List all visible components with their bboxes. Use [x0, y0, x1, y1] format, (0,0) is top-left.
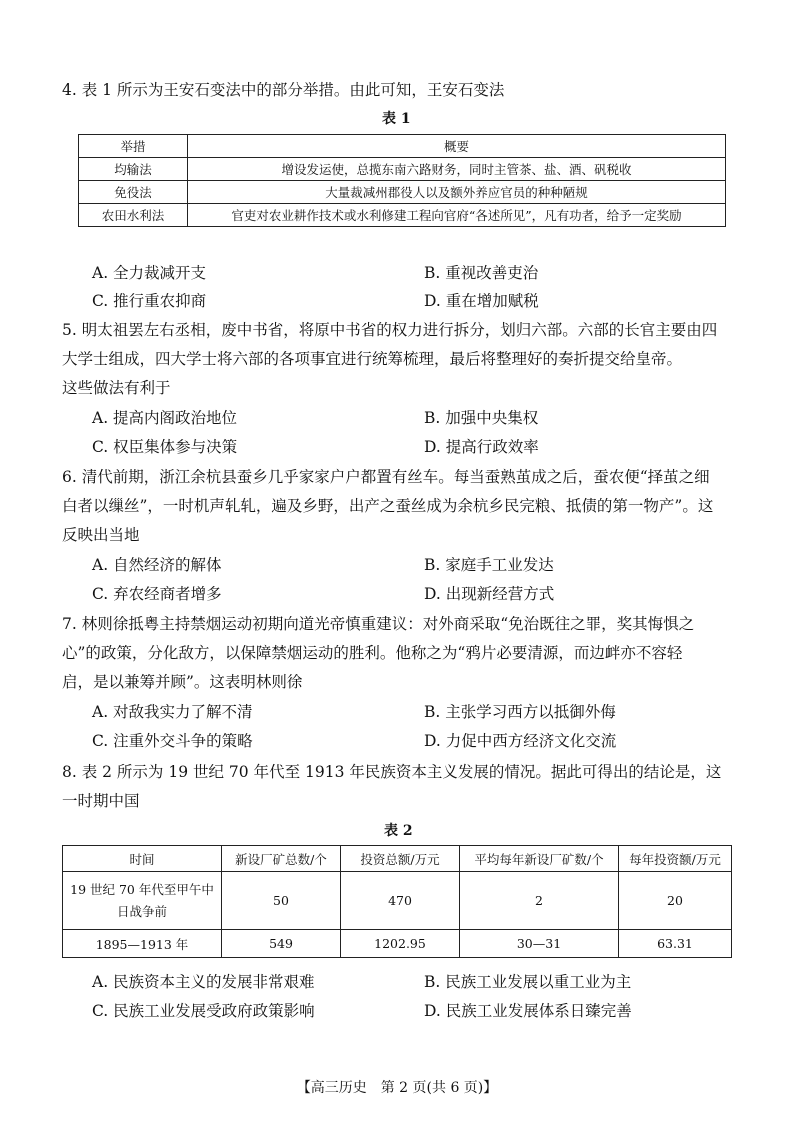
table-cell: 均输法	[79, 158, 188, 181]
q8-option-b: B. 民族工业发展以重工业为主	[424, 973, 632, 991]
table-header-cell: 时间	[63, 846, 222, 872]
table1-title: 表 1	[382, 111, 411, 127]
table-cell: 470	[341, 872, 460, 930]
table-cell: 农田水利法	[79, 204, 188, 227]
table-cell: 19 世纪 70 年代至甲午中日战争前	[63, 872, 222, 930]
q7-line-3: 启，是以兼筹并顾”。这表明林则徐	[62, 673, 303, 691]
q6-line-3: 反映出当地	[62, 526, 140, 544]
table-cell: 2	[460, 872, 619, 930]
q7-option-c: C. 注重外交斗争的策略	[92, 732, 253, 750]
table-cell: 50	[222, 872, 341, 930]
q7-option-d: D. 力促中西方经济文化交流	[424, 732, 617, 750]
q4-option-a: A. 全力裁减开支	[92, 264, 207, 282]
q5-option-c: C. 权臣集体参与决策	[92, 438, 238, 456]
q8-option-d: D. 民族工业发展体系日臻完善	[424, 1002, 632, 1020]
table-cell: 30—31	[460, 930, 619, 958]
q5-line-1: 5. 明太祖罢左右丞相，废中书省，将原中书省的权力进行拆分，划归六部。六部的长官主要由四	[62, 321, 718, 339]
q5-line-2: 大学士组成，四大学士将六部的各项事宜进行统筹梳理，最后将整理好的奏折提交给皇帝。	[62, 350, 683, 368]
q6-line-1: 6. 清代前期，浙江余杭县蚕乡几乎家家户户都置有丝车。每当蚕熟茧成之后，蚕农便“择茧之细	[62, 468, 710, 486]
table-header-cell: 平均每年新设厂矿数/个	[460, 846, 619, 872]
table-1	[78, 134, 726, 227]
table-cell: 1895—1913 年	[63, 930, 222, 958]
table-row	[63, 930, 732, 958]
table-header-cell: 举措	[79, 135, 188, 158]
table-cell: 增设发运使，总揽东南六路财务，同时主管茶、盐、酒、矾税收	[188, 158, 726, 181]
table-row	[79, 204, 726, 227]
table-cell: 大量裁减州郡役人以及额外养应官员的种种陋规	[188, 181, 726, 204]
q6-line-2: 白者以缫丝”，一时机声轧轧，遍及乡野，出产之蚕丝成为余杭乡民完粮、抵债的第一物产”。这	[62, 497, 714, 515]
q7-line-1: 7. 林则徐抵粤主持禁烟运动初期向道光帝慎重建议：对外商采取“免治既往之罪，奖其悔惧之	[62, 615, 695, 633]
page-footer: 【高三历史 第 2 页(共 6 页)】	[296, 1080, 498, 1096]
q4-stem: 4. 表 1 所示为王安石变法中的部分举措。由此可知，王安石变法	[62, 81, 505, 99]
q6-option-c: C. 弃农经商者增多	[92, 585, 222, 603]
q5-option-a: A. 提高内阁政治地位	[92, 409, 238, 427]
table-header-cell: 每年投资额/万元	[619, 846, 732, 872]
q4-option-b: B. 重视改善吏治	[424, 264, 539, 282]
q5-option-b: B. 加强中央集权	[424, 409, 539, 427]
table-header-cell: 投资总额/万元	[341, 846, 460, 872]
table-cell: 1202.95	[341, 930, 460, 958]
table-cell: 549	[222, 930, 341, 958]
q7-option-b: B. 主张学习西方以抵御外侮	[424, 703, 616, 721]
q8-option-a: A. 民族资本主义的发展非常艰难	[92, 973, 315, 991]
table-cell: 20	[619, 872, 732, 930]
table-row	[79, 181, 726, 204]
table-row	[79, 158, 726, 181]
q4-option-c: C. 推行重农抑商	[92, 292, 207, 310]
table-cell: 官吏对农业耕作技术或水利修建工程向官府“各述所见”，凡有功者，给予一定奖励	[188, 204, 726, 227]
q7-line-2: 心”的政策，分化敌方，以保障禁烟运动的胜利。他称之为“鸦片必要清源，而边衅亦不容轻	[62, 644, 683, 662]
q6-option-d: D. 出现新经营方式	[424, 585, 555, 603]
q8-line-2: 一时期中国	[62, 792, 140, 810]
q5-option-d: D. 提高行政效率	[424, 438, 539, 456]
q6-option-b: B. 家庭手工业发达	[424, 556, 554, 574]
q6-option-a: A. 自然经济的解体	[92, 556, 222, 574]
q7-option-a: A. 对敌我实力了解不清	[92, 703, 253, 721]
q4-option-d: D. 重在增加赋税	[424, 292, 539, 310]
table-header-cell: 新设厂矿总数/个	[222, 846, 341, 872]
table-row	[63, 872, 732, 930]
table-cell: 63.31	[619, 930, 732, 958]
table-header-row	[79, 135, 726, 158]
table-cell: 免役法	[79, 181, 188, 204]
q8-option-c: C. 民族工业发展受政府政策影响	[92, 1002, 315, 1020]
q5-line-3: 这些做法有利于	[62, 379, 171, 397]
table-header-row	[63, 846, 732, 872]
table2-title: 表 2	[384, 823, 413, 839]
table-2	[62, 845, 732, 958]
table-header-cell: 概要	[188, 135, 726, 158]
q8-line-1: 8. 表 2 所示为 19 世纪 70 年代至 1913 年民族资本主义发展的情况。据此可得出的结论是，这	[62, 763, 722, 781]
